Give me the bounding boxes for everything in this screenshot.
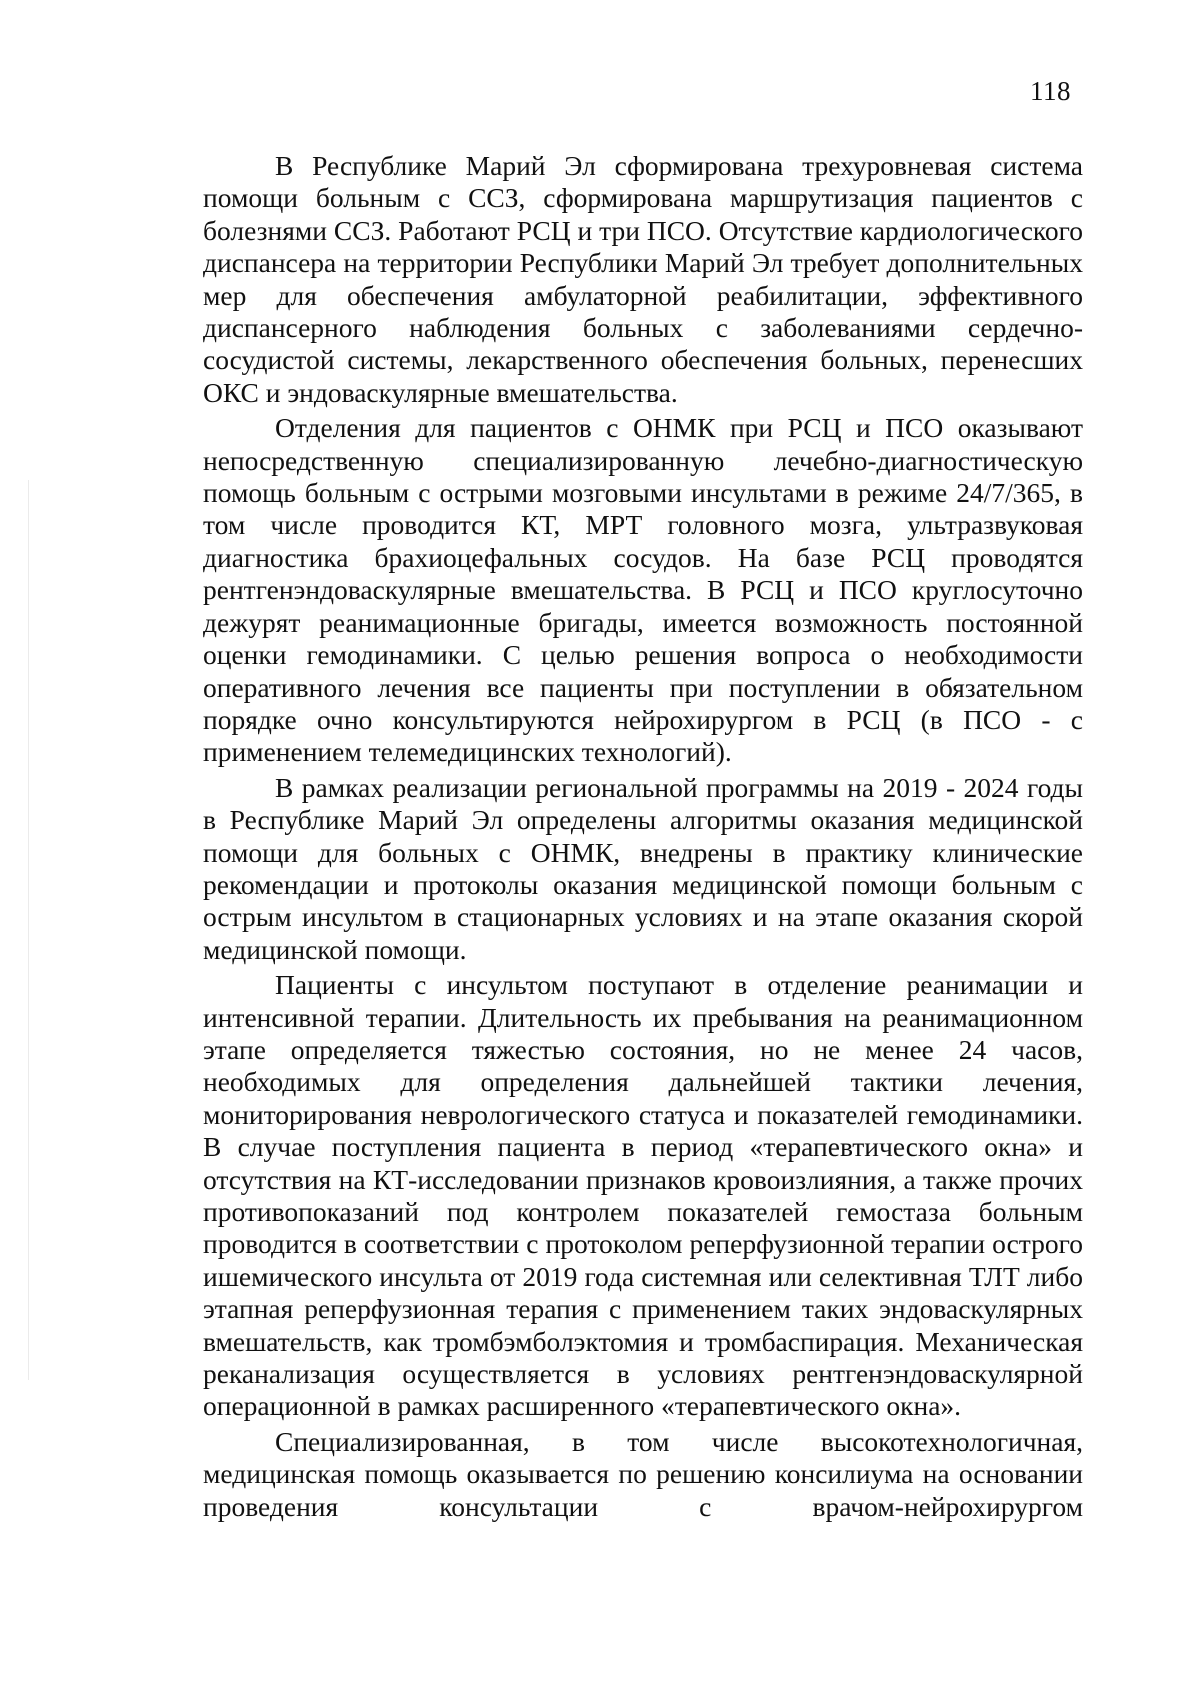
scan-edge-mark [28, 480, 29, 1380]
document-body [203, 150, 1083, 1526]
page-number: 118 [1030, 76, 1071, 106]
paragraph-specialized-care: Специализированная, в том числе высокотехнологичная, медицинская помощь оказывается по решению консилиума на основании проведения консультации с врачом-нейрохирургом [203, 1425, 1083, 1522]
paragraph-icu-treatment: Пациенты с инсультом поступают в отделение реанимации и интенсивной терапии. Длительность их пребывания на реанимационном этапе определяется тяжестью состояния, но не менее 24 часов, необходимых для определения дальнейшей тактики лечения, мониторирования неврологического статуса и показателей гемодинамики. В случае поступления пациента в период «терапевтического окна» и отсутствия на КТ-исследовании признаков кровоизлияния, а также прочих противопоказаний под контролем показателей гемостаза больным проводится в соответствии с протоколом реперфузионной терапии острого ишемического инсульта от 2019 года системная или селективная ТЛТ либо этапная реперфузионная терапия с применением таких эндоваскулярных вмешательств, как тромбэмболэктомия и тромбаспирация. Механическая реканализация осуществляется в условиях рентгенэндоваскулярной операционной в рамках расширенного «терапевтического окна». [203, 969, 1083, 1422]
paragraph-stroke-departments: Отделения для пациентов с ОНМК при РСЦ и ПСО оказывают непосредственную специализированную лечебно-диагностическую помощь больным с острыми мозговыми инсультами в режиме 24/7/365, в том числе проводится КТ, МРТ головного мозга, ультразвуковая диагностика брахиоцефальных сосудов. На базе РСЦ проводятся рентгенэндоваскулярные вмешательства. В РСЦ и ПСО круглосуточно дежурят реанимационные бригады, имеется возможность постоянной оценки гемодинамики. С целью решения вопроса о необходимости оперативного лечения все пациенты при поступлении в обязательном порядке очно консультируются нейрохирургом в РСЦ (в ПСО - с применением телемедицинских технологий). [203, 412, 1083, 768]
paragraph-regional-program: В рамках реализации региональной программы на 2019 - 2024 годы в Республике Марий Эл определены алгоритмы оказания медицинской помощи для больных с ОНМК, внедрены в практику клинические рекомендации и протоколы оказания медицинской помощи больным с острым инсультом в стационарных условиях и на этапе оказания скорой медицинской помощи. [203, 771, 1083, 965]
paragraph-cardio-system: В Республике Марий Эл сформирована трехуровневая система помощи больным с ССЗ, сформирована маршрутизация пациентов с болезнями ССЗ. Работают РСЦ и три ПСО. Отсутствие кардиологического диспансера на территории Республики Марий Эл требует дополнительных мер для обеспечения амбулаторной реабилитации, эффективного диспансерного наблюдения больных с заболеваниями сердечно-сосудистой системы, лекарственного обеспечения больных, перенесших ОКС и эндоваскулярные вмешательства. [203, 150, 1083, 408]
